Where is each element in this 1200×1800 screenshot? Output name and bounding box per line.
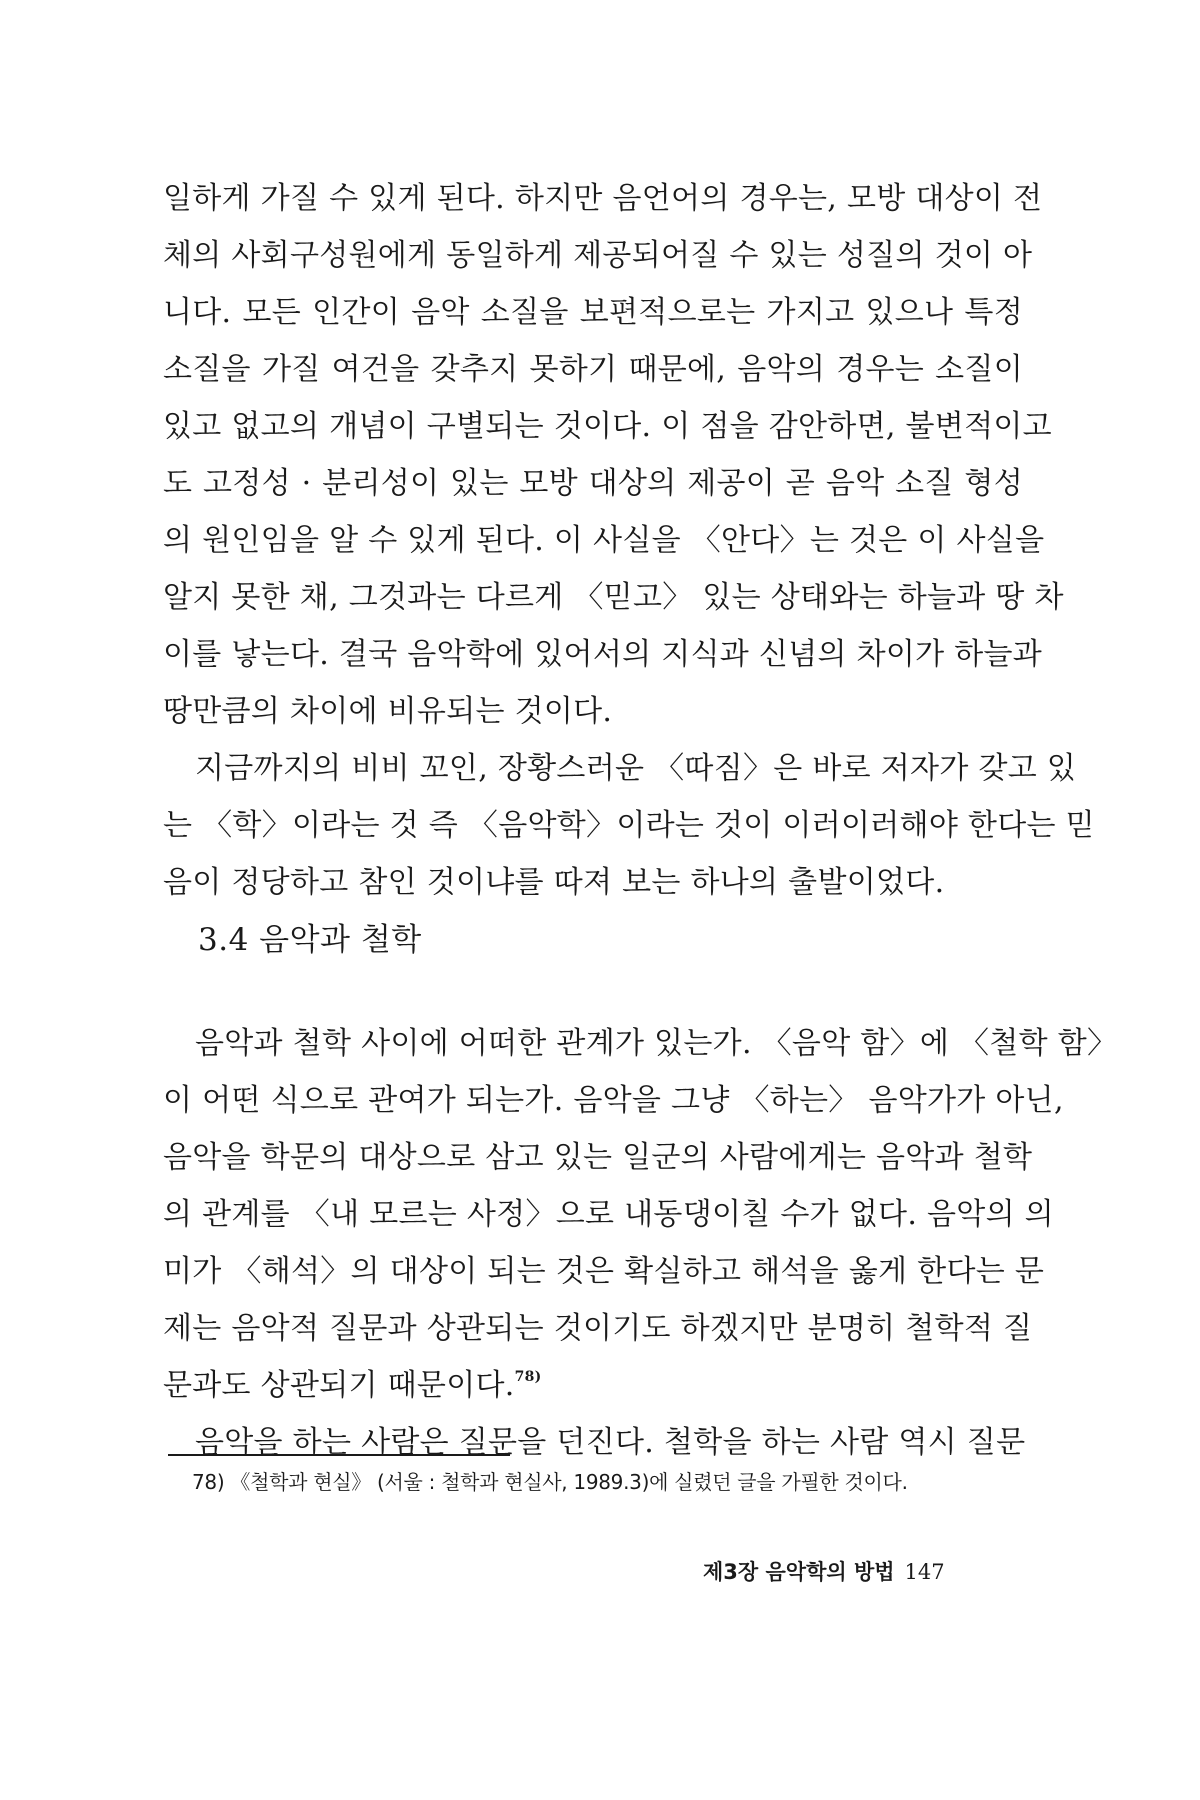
text-line: 음악과 철학 사이에 어떠한 관계가 있는가. 〈음악 함〉에 〈철학 함〉 xyxy=(195,1026,1118,1061)
text-line: 있고 없고의 개념이 구별되는 것이다. 이 점을 감안하면, 불변적이고 xyxy=(163,409,1052,444)
text-line: 이를 낳는다. 결국 음악학에 있어서의 지식과 신념의 차이가 하늘과 xyxy=(163,637,1043,672)
text-line: 이 어떤 식으로 관여가 되는가. 음악을 그냥 〈하는〉 음악가가 아닌, xyxy=(163,1083,1064,1118)
page-number: 147 xyxy=(904,1560,945,1584)
text-line: 미가 〈해석〉의 대상이 되는 것은 확실하고 해석을 옳게 한다는 문 xyxy=(163,1254,1045,1289)
running-footer xyxy=(703,1552,945,1592)
text-line: 의 원인임을 알 수 있게 된다. 이 사실을 〈안다〉는 것은 이 사실을 xyxy=(163,523,1045,558)
text-line: 지금까지의 비비 꼬인, 장황스러운 〈따짐〉은 바로 저자가 갖고 있 xyxy=(195,751,1077,786)
text-line: 음악을 학문의 대상으로 삼고 있는 일군의 사람에게는 음악과 철학 xyxy=(163,1140,1033,1175)
text-line: 제는 음악적 질문과 상관되는 것이기도 하겠지만 분명히 철학적 질 xyxy=(163,1311,1033,1346)
text-line: 땅만큼의 차이에 비유되는 것이다. xyxy=(163,694,613,729)
text-line-with-footnote xyxy=(163,1357,1023,1414)
text-line: 음이 정당하고 참인 것이냐를 따져 보는 하나의 출발이었다. xyxy=(163,865,945,900)
body-paragraph-1 xyxy=(163,170,1095,911)
chapter-title: 제3장 음악학의 방법 xyxy=(703,1560,895,1584)
text-line: 도 고정성 · 분리성이 있는 모방 대상의 제공이 곧 음악 소질 형성 xyxy=(163,466,1023,501)
section-heading: 3.4 음악과 철학 xyxy=(198,922,422,958)
text-line: 일하게 가질 수 있게 된다. 하지만 음언어의 경우는, 모방 대상이 전 xyxy=(163,181,1043,216)
text-line: 알지 못한 채, 그것과는 다르게 〈믿고〉 있는 상태와는 하늘과 땅 차 xyxy=(163,580,1064,615)
footnote-reference: 78) xyxy=(514,1369,542,1385)
footnote-divider xyxy=(168,1454,510,1456)
text-line: 는 〈학〉이라는 것 즉 〈음악학〉이라는 것이 이러이러해야 한다는 믿 xyxy=(163,808,1095,843)
text-line: 니다. 모든 인간이 음악 소질을 보편적으로는 가지고 있으나 특정 xyxy=(163,295,1023,330)
text-line: 음악을 하는 사람은 질문을 던진다. 철학을 하는 사람 역시 질문 xyxy=(195,1425,1026,1460)
text-line: 소질을 가질 여건을 갖추지 못하기 때문에, 음악의 경우는 소질이 xyxy=(163,352,1023,387)
body-paragraph-2 xyxy=(163,1015,1118,1471)
text-line: 의 관계를 〈내 모르는 사정〉으로 내동댕이칠 수가 없다. 음악의 의 xyxy=(163,1197,1054,1232)
footnote-text: 78) 《철학과 현실》 (서울 : 철학과 현실사, 1989.3)에 실렸던 글을 가필한 것이다. xyxy=(192,1470,908,1494)
text-line: 체의 사회구성원에게 동일하게 제공되어질 수 있는 성질의 것이 아 xyxy=(163,238,1033,273)
text-line: 문과도 상관되기 때문이다. xyxy=(163,1368,515,1403)
